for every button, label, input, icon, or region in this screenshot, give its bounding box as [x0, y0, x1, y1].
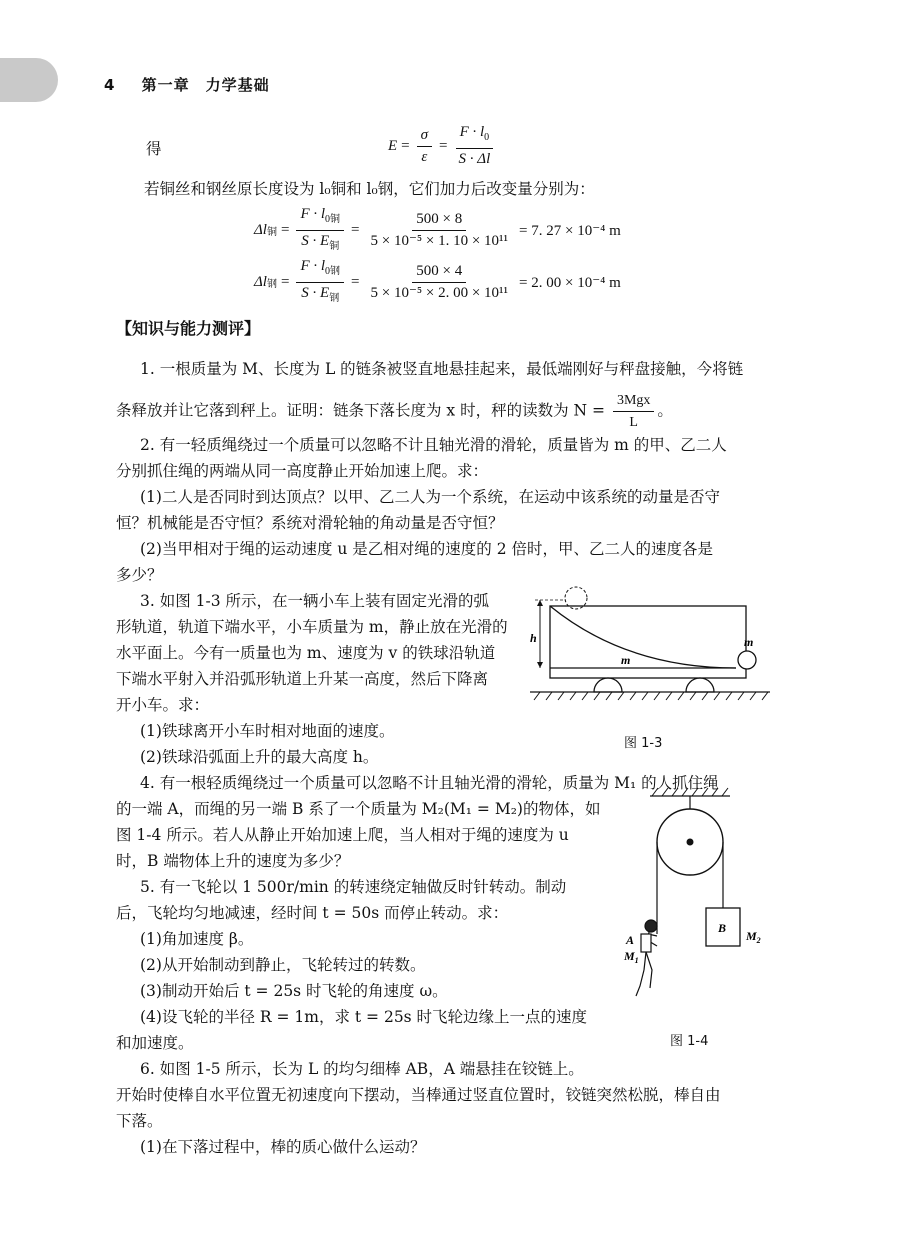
- iron-ball: [738, 651, 756, 669]
- p5-line-2: 后，飞轮均匀地减速，经时间 t = 50s 而停止转动。求：: [116, 904, 509, 922]
- label-M2-sub: 2: [756, 936, 761, 945]
- section-title: 【知识与能力测评】: [116, 319, 261, 338]
- ceiling-hatch: [652, 788, 728, 796]
- climbing-person: [636, 920, 657, 996]
- figure-1-4-caption: 图 1-4: [670, 1034, 709, 1049]
- p6-line-3: 下落。: [116, 1112, 163, 1130]
- p1-line-2: [116, 392, 673, 431]
- p1-line-2-text: 条释放并让它落到秤上。证明：链条下落长度为 x 时，秤的读数为 N =: [116, 401, 606, 420]
- dl-cu: Δl: [254, 222, 267, 238]
- p5-q4-line-2: 和加速度。: [116, 1034, 194, 1052]
- F-l0: F · l: [459, 124, 485, 140]
- de-text: 得: [146, 140, 162, 158]
- arrow-head-up: [537, 600, 543, 606]
- epsilon-symbol: ε: [421, 148, 428, 165]
- label-M1-letter: M: [624, 949, 635, 963]
- equation-copper: Δl 铜 = $\frac{F \cdot l_{0铜}}{S \cdot E_铜}$ = $\frac{500 \times 8}{\text{5 × 10⁻⁵ × 1. 10 × 10¹¹}}$ = 7. 27 × 10⁻⁴ m: [254, 206, 621, 252]
- label-A: A: [626, 933, 635, 947]
- figure-1-3-caption: 图 1-3: [624, 736, 663, 751]
- p6-line-2: 开始时使棒自水平位置无初速度向下摆动，当棒通过竖直位置时，铰链突然松脱，棒自由: [116, 1086, 721, 1104]
- num-st: 500 × 4: [412, 263, 466, 283]
- label-M2-letter: M: [746, 929, 757, 943]
- p1-den: L: [629, 415, 638, 430]
- label-M1-sub: 1: [634, 956, 639, 965]
- res-cu: = 7. 27 × 10⁻⁴ m: [519, 223, 621, 239]
- cu-sub: 铜: [266, 227, 277, 238]
- p4-line-3: 图 1-4 所示。若人从静止开始加速上爬，当人相对于绳的速度为 u: [116, 826, 569, 844]
- pulley-axle: [687, 839, 694, 846]
- label-m-car: m: [621, 653, 631, 667]
- chapter-title: 第一章 力学基础: [141, 76, 270, 94]
- S-Ecu: S · E: [301, 233, 330, 249]
- label-M1: [623, 949, 639, 965]
- arrow-head-down: [537, 662, 543, 668]
- p4-line-2: 的一端 A，而绳的另一端 B 系了一个质量为 M₂(M₁ = M₂)的物体，如: [116, 800, 601, 818]
- label-B: B: [718, 921, 727, 935]
- den-st: 5 × 10⁻⁵ × 2. 00 × 10¹¹: [370, 285, 509, 301]
- label-M2: [745, 929, 761, 945]
- F-l0cu: F · l: [300, 206, 326, 222]
- p2-q1-line-1: (1)二人是否同时到达顶点？以甲、乙二人为一个系统，在运动中该系统的动量是否守: [140, 488, 720, 506]
- wheel-right: [686, 678, 714, 692]
- p2-line-2: 分别抓住绳的两端从同一高度静止开始加速上爬。求：: [116, 462, 489, 480]
- p5-q3: (3)制动开始后 t = 25s 时飞轮的角速度 ω。: [140, 982, 448, 1000]
- p3-q1: (1)铁球离开小车时相对地面的速度。: [140, 722, 395, 740]
- p1-num: 3Mgx: [613, 392, 654, 412]
- figure-1-3: [526, 582, 776, 722]
- gang-sub: 钢: [266, 279, 277, 290]
- p3-line-4: 下端水平射入并沿弧形轨道上升某一高度，然后下降离: [116, 670, 489, 688]
- p5-line-1: 5. 有一飞轮以 1 500r/min 的转速绕定轴做反时针转动。制动: [140, 878, 567, 896]
- p1-end: 。: [657, 401, 673, 420]
- sigma-symbol: σ: [420, 126, 429, 143]
- p2-q2-line-2: 多少？: [116, 566, 163, 584]
- ground-hatch: [534, 692, 768, 700]
- p6-line-1: 6. 如图 1-5 所示，长为 L 的均匀细棒 AB，A 端悬挂在铰链上。: [140, 1060, 584, 1078]
- res-st: = 2. 00 × 10⁻⁴ m: [519, 275, 621, 291]
- p5-q1: (1)角加速度 β。: [140, 930, 254, 948]
- p3-line-5: 开小车。求：: [116, 696, 210, 714]
- p5-q4-line-1: (4)设飞轮的半径 R = 1m，求 t = 25s 时飞轮边缘上一点的速度: [140, 1008, 588, 1026]
- p2-q1-line-2: 恒？机械能是否守恒？系统对滑轮轴的角动量是否守恒？: [116, 514, 504, 532]
- num-cu: 500 × 8: [412, 211, 466, 231]
- page-header: [104, 74, 270, 95]
- p4-line-1: 4. 有一根轻质绳绕过一个质量可以忽略不计且轴光滑的滑轮，质量为 M₁ 的人抓住绳: [140, 774, 719, 792]
- label-m-ball: m: [744, 635, 754, 649]
- wheel-left: [594, 678, 622, 692]
- den-cu: 5 × 10⁻⁵ × 1. 10 × 10¹¹: [370, 233, 509, 249]
- p4-line-4: 时，B 端物体上升的速度为多少？: [116, 852, 350, 870]
- p6-q1: (1)在下落过程中，棒的质心做什么运动？: [140, 1138, 426, 1156]
- p3-line-3: 水平面上。今有一质量也为 m、速度为 v 的铁球沿轨道: [116, 644, 496, 662]
- page-edge-tab: [0, 58, 58, 102]
- S-dl: S · Δl: [458, 151, 491, 167]
- page-number: 4: [104, 76, 115, 94]
- intro-text: 若铜丝和钢丝原长度设为 l₀铜和 l₀钢，它们加力后改变量分别为：: [144, 180, 595, 198]
- p2-line-1: 2. 有一轻质绳绕过一个质量可以忽略不计且轴光滑的滑轮，质量皆为 m 的甲、乙二人: [140, 436, 727, 454]
- equation-steel: Δl 钢 = $\frac{F \cdot l_{0钢}}{S \cdot E_钢}$ = $\frac{500 \times 4}{\text{5 × 10⁻⁵ × 2. 00 × 10¹¹}}$ = 2. 00 × 10⁻⁴ m: [254, 258, 621, 304]
- arc-track: [550, 606, 736, 668]
- p3-line-1: 3. 如图 1-3 所示，在一辆小车上装有固定光滑的弧: [140, 592, 490, 610]
- p3-q2: (2)铁球沿弧面上升的最大高度 h。: [140, 748, 379, 766]
- label-h: h: [530, 631, 537, 645]
- equation-E: E = $\frac{\sigma}{\varepsilon}$ = $\frac{F \cdot l_0}{S \cdot \Delta l}$: [388, 124, 497, 168]
- E-symbol: E: [388, 137, 398, 154]
- p2-q2-line-1: (2)当甲相对于绳的运动速度 u 是乙相对绳的速度的 2 倍时，甲、乙二人的速度各是: [140, 540, 714, 558]
- p1-line-1: 1. 一根质量为 M、长度为 L 的链条被竖直地悬挂起来，最低端刚好与秤盘接触，今将链: [140, 360, 744, 378]
- figure-1-4: [614, 784, 784, 1020]
- p3-line-2: 形轨道，轨道下端水平，小车质量为 m，静止放在光滑的: [116, 618, 508, 636]
- p5-q2: (2)从开始制动到静止，飞轮转过的转数。: [140, 956, 426, 974]
